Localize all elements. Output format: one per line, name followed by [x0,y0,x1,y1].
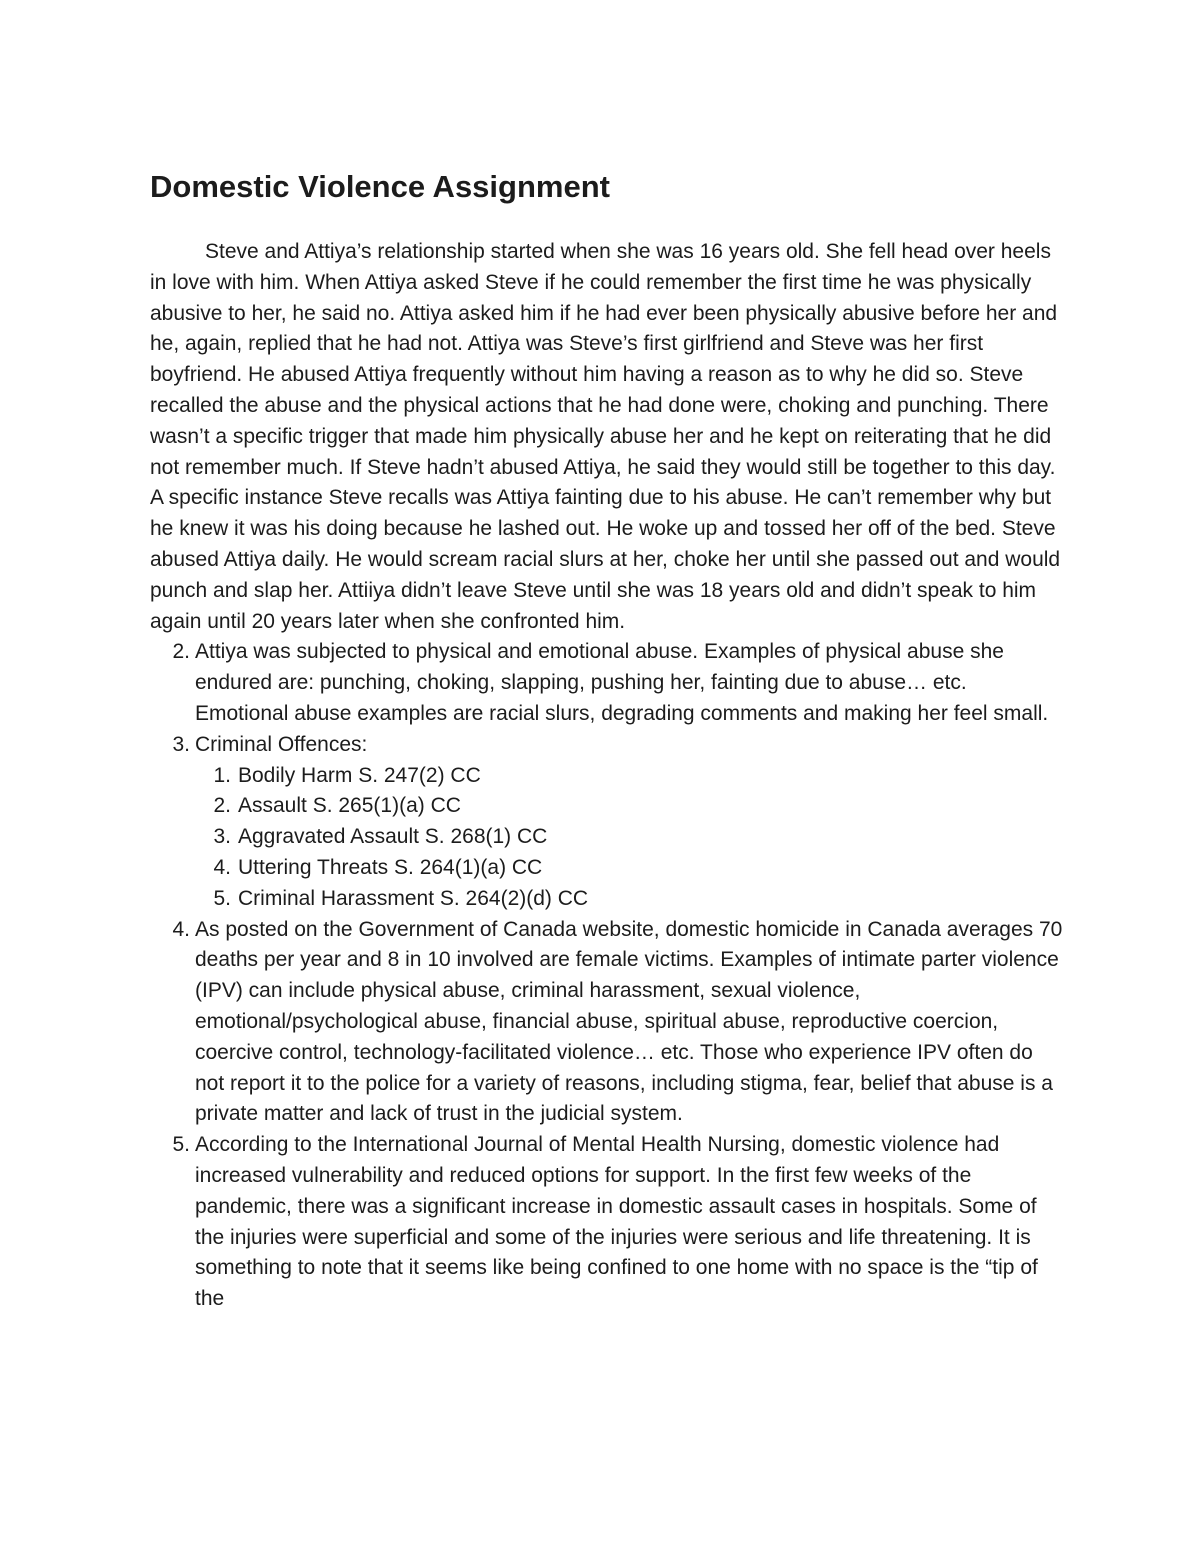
list-item [150,1130,1065,1315]
intro-paragraph: Steve and Attiya’s relationship started when she was 16 years old. She fell head over heels in love with him. When Attiya asked Steve if he could remember the first time he was physically abusive to her, he said no. Attiya asked him if he had ever been physically abusive before her and he, again, replied that he had not. Attiya was Steve’s first girlfriend and Steve was her first boyfriend. He abused Attiya frequently without him having a reason as to why he did so. Steve recalled the abuse and the physical actions that he had done were, choking and punching. There wasn’t a specific trigger that made him physically abuse her and he kept on reiterating that he did not remember much. If Steve hadn’t abused Attiya, he said they would still be together to this day. A specific instance Steve recalls was Attiya fainting due to his abuse. He can’t remember why but he knew it was his doing because he lashed out. He woke up and tossed her off of the bed. Steve abused Attiya daily. He would scream racial slurs at her, choke her until she passed out and would punch and slap her. Attiiya didn’t leave Steve until she was 18 years old and didn’t speak to him again until 20 years later when she confronted him. [150,240,1061,633]
list-item-text: As posted on the Government of Canada website, domestic homicide in Canada averages 70 deaths per year and 8 in 10 involved are female victims. Examples of intimate parter violence (IPV) can include physical abuse, criminal harassment, sexual violence, emotional/psychological abuse, financial abuse, spiritual abuse, reproductive coercion, coercive control, technology-facilitated violence… etc. Those who experience IPV often do not report it to the police for a variety of reasons, including stigma, fear, belief that abuse is a private matter and lack of trust in the judicial system. [195,917,1063,1126]
sublist-item-number: 5. [213,886,231,910]
sublist-item [195,761,1065,792]
sublist-item [195,853,1065,884]
sublist-item [195,791,1065,822]
list-item [150,730,1065,915]
sublist-item-number: 2. [213,794,231,818]
list-item-text: According to the International Journal of Mental Health Nursing, domestic violence had increased vulnerability and reduced options for support. In the first few weeks of the pandemic, there was a significant increase in domestic assault cases in hospitals. Some of the injuries were superficial and some of the injuries were serious and life threatening. It is something to note that it seems like being confined to one home with no space is the “tip of the [195,1133,1038,1311]
list-item-number: 5. [172,1133,190,1157]
list-item-text: Attiya was subjected to physical and emotional abuse. Examples of physical abuse she endured are: punching, choking, slapping, pushing her, fainting due to abuse… etc. Emotional abuse examples are racial slurs, degrading comments and making her feel small. [195,640,1049,725]
sublist-item [195,884,1065,915]
list-item-number: 2. [172,640,190,664]
sublist-item-number: 1. [213,763,231,787]
document-page [150,160,1065,1315]
sublist-item-number: 3. [213,825,231,849]
sublist-item-text: Bodily Harm S. 247(2) CC [238,763,481,787]
list-item-text: Criminal Offences: [195,732,368,756]
numbered-list [150,637,1065,1315]
document-title: Domestic Violence Assignment [150,169,610,204]
list-item-number: 3. [172,732,190,756]
sublist-item-text: Criminal Harassment S. 264(2)(d) CC [238,886,589,910]
list-item-number: 4. [172,917,190,941]
sublist-item-text: Aggravated Assault S. 268(1) CC [238,825,548,849]
sublist-item-number: 4. [213,855,231,879]
sublist-item-text: Assault S. 265(1)(a) CC [238,794,461,818]
sublist-item [195,822,1065,853]
offences-sublist [195,761,1065,915]
sublist-item-text: Uttering Threats S. 264(1)(a) CC [238,855,543,879]
list-item [150,915,1065,1131]
list-item [150,637,1065,729]
